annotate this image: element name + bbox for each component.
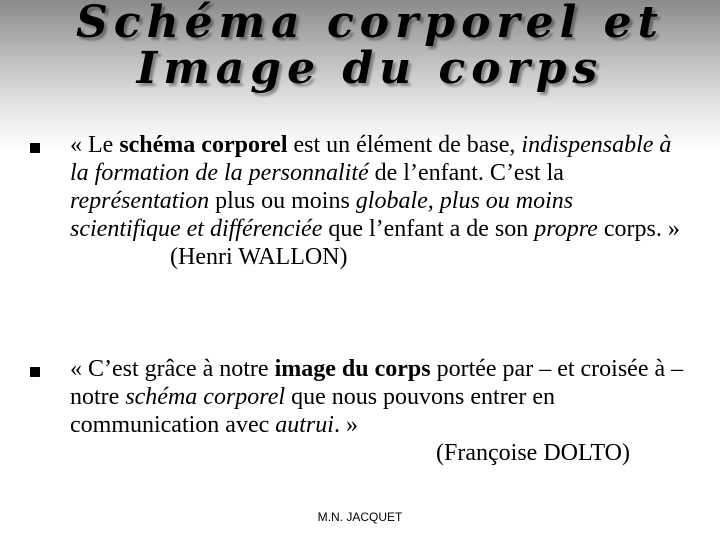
emphasis-text: représentation (70, 188, 210, 214)
quote-text: portée par – et croisée à – notre (70, 356, 684, 410)
quote-author: (Henri WALLON) (170, 244, 348, 270)
quote-text: « C’est grâce à notre (70, 356, 275, 382)
quote-text: que nous pouvons entrer en communication avec (70, 384, 556, 438)
emphasis-text: indispensable à la formation de la personnalité (70, 132, 672, 186)
quote-text: corps. » (597, 216, 680, 242)
slide-title: Schéma corporel et Image du corps (76, 0, 664, 94)
bullet-marker (30, 367, 40, 377)
emphasis-text: autrui (275, 412, 334, 438)
key-term: schéma corporel (119, 132, 288, 158)
emphasis-text: schéma corporel (125, 384, 286, 410)
quote-dolto (70, 355, 685, 467)
key-term: image du corps (274, 356, 431, 382)
emphasis-text: globale, plus ou moins scientifique et différenciée (70, 188, 574, 242)
quote-text: de l’enfant. C’est la (368, 160, 564, 186)
footer-author: M.N. JACQUET (317, 510, 403, 524)
emphasis-text: propre (534, 216, 598, 242)
bullet-marker (30, 143, 40, 153)
quote-text: que l’enfant a de son (322, 216, 535, 242)
quote-text: . » (333, 412, 358, 438)
quote-text: plus ou moins (209, 188, 356, 214)
quote-author: (Françoise DOLTO) (436, 440, 630, 466)
quote-text: est un élément de base, (287, 132, 522, 158)
quote-wallon (70, 131, 685, 271)
quote-text: « Le (70, 132, 120, 158)
